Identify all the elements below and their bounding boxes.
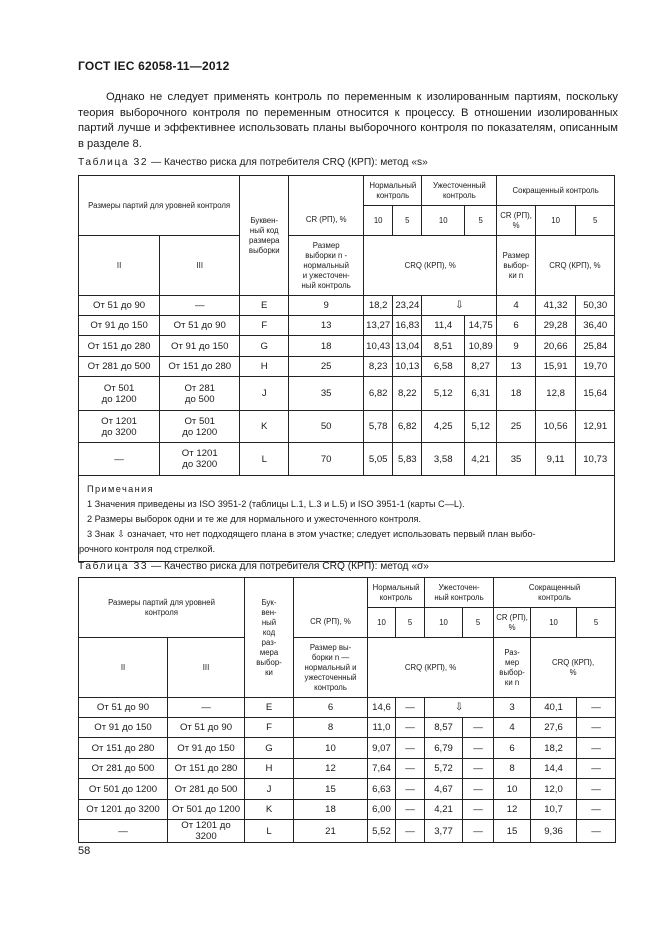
cell: — [577,820,616,843]
header-cr-10: 10 [364,206,393,236]
cell: 4,67 [425,779,463,800]
table-row [79,759,616,779]
cell: 4,21 [465,443,497,476]
cell: 9,36 [531,820,577,843]
header-lot-sizes: Размеры партий для уровней контроля [79,176,240,236]
cell: 6 [497,316,536,336]
cell: 18,2 [364,296,393,316]
table33 [78,577,616,843]
cell: 4,21 [425,800,463,820]
cell: 5,78 [364,411,393,443]
cell: 13 [289,316,364,336]
intro-paragraph: Однако не следует применять контроль по переменным к изолированным партиям, поскольку теория выборочного контроля по переменным относится к процессу. В отношении изолированных партий лучше и эффективнее использовать планы выборочного контроля по показателям, описанным в разделе 8. [78,91,618,150]
cell: — [577,698,616,718]
cell: — [463,800,494,820]
cell: 14,6 [368,698,396,718]
cell: От 51 до 90 [160,316,240,336]
cell: От 151 до 280 [79,738,168,759]
cell: 15 [494,820,531,843]
cell: От 281 до 500 [160,377,240,411]
cell: 23,24 [393,296,422,316]
cell: L [240,443,289,476]
cell: 8 [494,759,531,779]
table-row [79,357,615,377]
header-cr-reduced: CR (РП), % [497,206,536,236]
cell: K [240,411,289,443]
cell: — [463,738,494,759]
cell: 35 [497,443,536,476]
cell: От 281 до 500 [79,759,168,779]
cell: F [240,316,289,336]
cell: — [463,779,494,800]
cell: От 1201 до 3200 [79,411,160,443]
cell: 29,28 [535,316,576,336]
document-header: ГОСТ IEC 62058-11—2012 [78,59,230,73]
header-blank [294,578,368,608]
cell: 5,05 [364,443,393,476]
cell: От 151 до 280 [168,759,245,779]
down-arrow-icon: ⇩ [422,296,497,316]
cell: 18 [289,336,364,357]
table-row [79,779,616,800]
cell: 3,77 [425,820,463,843]
cell: 5,52 [368,820,396,843]
header-cr-5: 5 [393,206,422,236]
table-row [79,377,615,411]
table-row [79,316,615,336]
header-lot-sizes: Размеры партий для уровней контроля [79,578,245,638]
cell: 13,27 [364,316,393,336]
cell: 25 [497,411,536,443]
cell: 27,6 [531,718,577,738]
cell: 6,31 [465,377,497,411]
cell: — [168,698,245,718]
header-cr-10: 10 [422,206,465,236]
cell: 9 [497,336,536,357]
header-level-3: III [160,236,240,296]
header-level-2: II [79,638,168,698]
cell: От 151 до 280 [160,357,240,377]
cell: 18 [497,377,536,411]
cell: 8,27 [465,357,497,377]
note-3: 3 Знак ⇩ означает, что нет подходящего плана в этом участке; следует использовать первый план выбо- [87,529,536,539]
cell: От 51 до 90 [168,718,245,738]
cell: F [245,718,294,738]
cell: 3,58 [422,443,465,476]
cell: 40,1 [531,698,577,718]
header-sample-size: Размер выборки n - нормальный и ужесточен- ный контроль [289,236,364,296]
cell: 21 [294,820,368,843]
cell: 10,13 [393,357,422,377]
cell: 8 [294,718,368,738]
header-tightened: Ужесточенный контроль [422,176,497,206]
cell: E [240,296,289,316]
header-cr-10: 10 [425,608,463,638]
table-row [79,411,615,443]
cell: 14,4 [531,759,577,779]
table-row [79,738,616,759]
header-crq-reduced: CRQ (КРП), % [531,638,616,698]
table33-caption: Таблица 33 — Качество риска для потребителя CRQ (КРП): метод «σ» [78,561,429,572]
cell: — [463,820,494,843]
header-cr-5: 5 [465,206,497,236]
cell: 6,00 [368,800,396,820]
cell: G [240,336,289,357]
down-arrow-icon: ⇩ [425,698,494,718]
cell: 4 [494,718,531,738]
header-normal: Нормальный контроль [368,578,425,608]
cell: 20,66 [535,336,576,357]
cell: H [245,759,294,779]
cell: 6,63 [368,779,396,800]
cell: От 281 до 500 [79,357,160,377]
note-2: 2 Размеры выборок одни и те же для нормального и ужесточенного контроля. [87,514,422,524]
header-crq: CRQ (КРП), % [368,638,494,698]
cell: — [160,296,240,316]
cell: 9,07 [368,738,396,759]
cell: 12,0 [531,779,577,800]
table32 [78,175,615,562]
header-level-3: III [168,638,245,698]
header-cr-reduced: CR (РП), % [494,608,531,638]
table-row [79,296,615,316]
table-row [79,820,616,843]
cell: — [396,698,425,718]
cell: 18,2 [531,738,577,759]
header-letter-code: Бук- вен- ный код раз- мера выбор- ки [245,578,294,698]
cell: 10,56 [535,411,576,443]
cell: H [240,357,289,377]
cell: — [577,759,616,779]
cell: 10,89 [465,336,497,357]
cell: 6,58 [422,357,465,377]
cell: 41,32 [535,296,576,316]
cell: 5,12 [465,411,497,443]
cell: G [245,738,294,759]
cell: — [396,759,425,779]
header-cr-5: 5 [396,608,425,638]
table-row [79,800,616,820]
cell: 6 [294,698,368,718]
header-tightened: Ужесточен- ный контроль [425,578,494,608]
header-reduced: Сокращенный контроль [494,578,616,608]
table-row [79,336,615,357]
cell: От 501 до 1200 [168,800,245,820]
cell: 70 [289,443,364,476]
cell: — [577,718,616,738]
cell: 10 [294,738,368,759]
note-1: 1 Значения приведены из ISO 3951-2 (таблицы L.1, L.3 и L.5) и ISO 3951-1 (карты C—L). [87,499,465,509]
cell: — [577,738,616,759]
cell: — [79,820,168,843]
header-cr-5: 5 [577,608,616,638]
cell: 13,04 [393,336,422,357]
cell: От 151 до 280 [79,336,160,357]
cell: J [240,377,289,411]
cell: 35 [289,377,364,411]
cell: 10,73 [576,443,615,476]
cell: От 501 до 1200 [79,779,168,800]
cell: 36,40 [576,316,615,336]
cell: От 1201 до 3200 [79,800,168,820]
cell: 5,72 [425,759,463,779]
cell: От 51 до 90 [79,296,160,316]
cell: — [463,718,494,738]
cell: 14,75 [465,316,497,336]
note-3-continued: рочного контроля под стрелкой. [79,544,216,554]
cell: K [245,800,294,820]
cell: 15 [294,779,368,800]
cell: — [396,779,425,800]
cell: E [245,698,294,718]
cell: — [577,800,616,820]
cell: — [79,443,160,476]
cell: 11,0 [368,718,396,738]
cell: 18 [294,800,368,820]
cell: От 91 до 150 [79,316,160,336]
cell: От 1201 до 3200 [160,443,240,476]
header-sample-reduced: Раз- мер выбор- ки n [494,638,531,698]
cell: — [396,800,425,820]
cell: — [577,779,616,800]
cell: 15,64 [576,377,615,411]
cell: 10 [494,779,531,800]
cell: 6,82 [364,377,393,411]
cell: От 1201 до 3200 [168,820,245,843]
cell: От 501 до 1200 [160,411,240,443]
cell: 12 [294,759,368,779]
header-reduced: Сокращенный контроль [497,176,615,206]
cell: 10,7 [531,800,577,820]
cell: 9,11 [535,443,576,476]
header-cr-10: 10 [535,206,576,236]
header-cr-5: 5 [463,608,494,638]
cell: От 91 до 150 [160,336,240,357]
cell: 13 [497,357,536,377]
cell: — [396,820,425,843]
cell: — [396,718,425,738]
cell: 4 [497,296,536,316]
header-sample-size: Размер вы- борки n — нормальный и ужесточенный контроль [294,638,368,698]
cell: 12,8 [535,377,576,411]
cell: От 91 до 150 [168,738,245,759]
cell: 8,22 [393,377,422,411]
header-sample-reduced: Размер выбор- ки n [497,236,536,296]
cell: 12 [494,800,531,820]
cell: 8,23 [364,357,393,377]
page-number: 58 [78,845,91,857]
cell: 16,83 [393,316,422,336]
header-level-2: II [79,236,160,296]
cell: 50,30 [576,296,615,316]
cell: От 281 до 500 [168,779,245,800]
header-normal: Нормальный контроль [364,176,422,206]
cell: 5,83 [393,443,422,476]
cell: 25 [289,357,364,377]
cell: 6,79 [425,738,463,759]
notes-title: Примечания [87,484,155,494]
cell: От 91 до 150 [79,718,168,738]
cell: 6 [494,738,531,759]
table-row [79,443,615,476]
cell: 6,82 [393,411,422,443]
header-cr: CR (РП), % [289,206,364,236]
header-letter-code: Буквен- ный код размера выборки [240,176,289,296]
cell: 7,64 [368,759,396,779]
cell: — [396,738,425,759]
cell: 50 [289,411,364,443]
cell: 9 [289,296,364,316]
header-cr-10: 10 [368,608,396,638]
cell: 8,51 [422,336,465,357]
cell: J [245,779,294,800]
cell: 3 [494,698,531,718]
header-cr-5: 5 [576,206,615,236]
header-cr-10: 10 [531,608,577,638]
table-row [79,698,616,718]
header-crq: CRQ (КРП), % [364,236,497,296]
cell: 25,84 [576,336,615,357]
header-cr: CR (РП), % [294,608,368,638]
cell: 8,57 [425,718,463,738]
table-row [79,718,616,738]
cell: От 51 до 90 [79,698,168,718]
header-blank [289,176,364,206]
header-crq-reduced: CRQ (КРП), % [535,236,614,296]
cell: 12,91 [576,411,615,443]
cell: L [245,820,294,843]
cell: 11,4 [422,316,465,336]
cell: — [463,759,494,779]
table32-caption: Таблица 32 — Качество риска для потребителя CRQ (КРП): метод «s» [78,157,428,168]
cell: От 501 до 1200 [79,377,160,411]
table32-notes [79,476,615,562]
cell: 4,25 [422,411,465,443]
cell: 15,91 [535,357,576,377]
cell: 19,70 [576,357,615,377]
cell: 10,43 [364,336,393,357]
cell: 5,12 [422,377,465,411]
